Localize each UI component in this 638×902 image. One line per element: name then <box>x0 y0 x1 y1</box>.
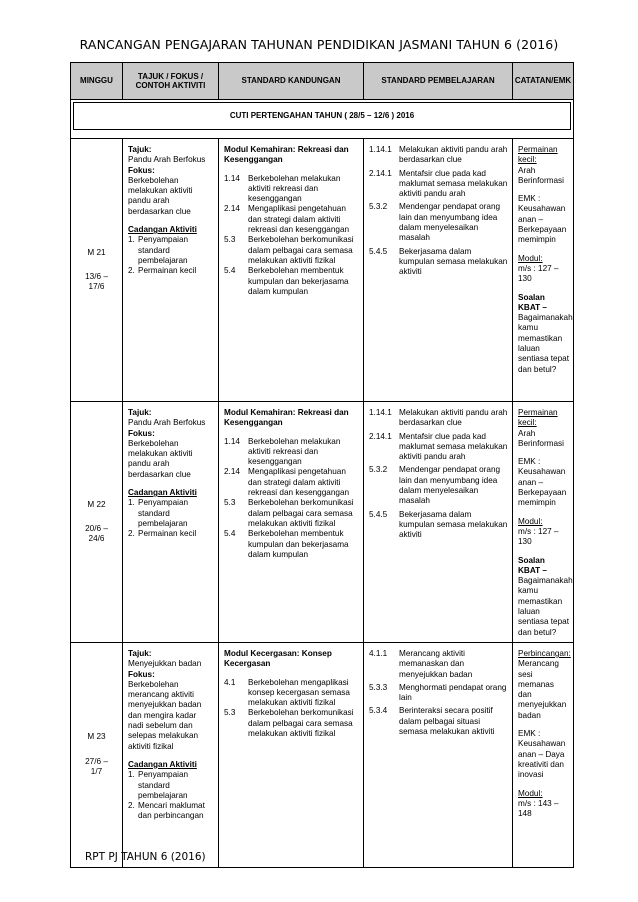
cadangan-item: 1. Penyampaian standard pembelajaran <box>128 770 189 800</box>
cadangan-list <box>128 498 214 539</box>
emk-text: Keusahawan anan – Berkepayaan memimpin <box>518 467 567 508</box>
catatan-label: Permainan kecil: <box>518 145 558 165</box>
sp-item: 5.3.2 Mendengar pendapat orang lain dan menyumbang idea dalam menyelesaikan masalah <box>369 202 501 243</box>
sp-item: 2.14.1 Mentafsir clue pada kad maklumat semasa melakukan aktiviti pandu arah <box>369 168 508 199</box>
catatan-text: Arah Berinformasi <box>518 428 564 448</box>
fokus-label: Fokus: <box>128 165 155 175</box>
emk-text: Keusahawan anan – Daya kreativiti dan inovasi <box>518 739 566 780</box>
sk-item: 2.14 Mengaplikasi pengetahuan dan strategi dalam aktiviti rekreasi dan kesenggangan <box>224 467 350 498</box>
week-dates: 20/6 – 24/6 <box>85 523 108 544</box>
sk-cell <box>219 642 364 867</box>
modul-label: Modul: <box>518 788 543 798</box>
sp-item: 1.14.1 Melakukan aktiviti pandu arah berdasarkan clue <box>369 408 508 428</box>
tajuk-label: Tajuk: <box>128 648 152 658</box>
modul-text: m/s : 127 – 130 <box>518 526 559 547</box>
sk-item: 1.14 Berkebolehan melakukan aktiviti rekreasi dan kesenggangan <box>224 436 341 467</box>
catatan-text: Merancang sesi memanas dan menyejukkan badan <box>518 659 567 720</box>
tajuk-text: Menyejukkan badan <box>128 659 202 669</box>
emk-label: EMK : <box>518 729 541 739</box>
header-standard-pembelajaran: STANDARD PEMBELAJARAN <box>364 63 513 100</box>
header-row <box>71 63 574 100</box>
sp-item: 5.3.3 Menghormati pendapat orang lain <box>369 682 507 703</box>
emk-label: EMK : <box>518 194 541 204</box>
sp-item: 5.4.5 Bekerjasama dalam kumpulan semasa melakukan aktiviti <box>369 509 508 540</box>
week-cell <box>71 139 123 402</box>
modul-text: m/s : 127 – 130 <box>518 263 559 284</box>
rpt-table <box>70 62 574 868</box>
week-dates: 13/6 – 17/6 <box>85 271 108 292</box>
week-number: M 23 <box>87 732 106 742</box>
sp-item: 4.1.1 Merancang aktiviti memanaskan dan menyejukkan badan <box>369 648 473 679</box>
cadangan-label: Cadangan Aktiviti <box>128 488 197 498</box>
cadangan-list <box>128 235 214 276</box>
tajuk-label: Tajuk: <box>128 408 152 417</box>
week-row <box>71 139 574 402</box>
modul-label: Modul: <box>518 516 543 526</box>
tajuk-label: Tajuk: <box>128 145 152 154</box>
header-tajuk: TAJUK / FOKUS / CONTOH AKTIVITI <box>123 63 219 100</box>
cadangan-item: 2. Mencari maklumat dan perbincangan <box>128 801 205 821</box>
sk-item: 4.1 Berkebolehan mengaplikasi konsep kecergasan semasa melakukan aktiviti fizikal <box>224 677 350 708</box>
sp-item: 5.4.5 Bekerjasama dalam kumpulan semasa melakukan aktiviti <box>369 246 508 277</box>
fokus-label: Fokus: <box>128 428 155 438</box>
sk-item: 5.4 Berkebolehan membentuk kumpulan dan bekerjasama dalam kumpulan <box>224 529 349 559</box>
week-cell <box>71 642 123 867</box>
cadangan-item: 2. Permainan kecil <box>128 266 197 276</box>
fokus-text: Berkebolehan melakukan aktiviti pandu arah berdasarkan clue <box>128 438 193 479</box>
week-number: M 21 <box>87 247 106 257</box>
week-dates: 27/6 – 1/7 <box>85 756 108 777</box>
sk-item: 5.3 Berkebolehan berkomunikasi dalam pelbagai cara semasa melakukan aktiviti fizikal <box>224 235 354 265</box>
cadangan-label: Cadangan Aktiviti <box>128 759 197 769</box>
week-number: M 22 <box>87 499 106 509</box>
header-standard-kandungan: STANDARD KANDUNGAN <box>219 63 364 100</box>
sk-title: Modul Kemahiran: Rekreasi dan Kesenggangan <box>224 145 349 165</box>
catatan-label: Perbincangan: <box>518 648 571 658</box>
emk-label: EMK : <box>518 457 541 467</box>
header-minggu: MINGGU <box>71 63 123 100</box>
sk-item: 5.4 Berkebolehan membentuk kumpulan dan bekerjasama dalam kumpulan <box>224 266 349 296</box>
week-row <box>71 402 574 643</box>
cadangan-item: 1. Penyampaian standard pembelajaran <box>128 498 189 528</box>
catatan-label: Permainan kecil: <box>518 408 558 428</box>
week-cell <box>71 402 123 643</box>
sk-cell <box>219 139 364 402</box>
cadangan-label: Cadangan Aktiviti <box>128 225 197 235</box>
fokus-label: Fokus: <box>128 669 155 679</box>
week-row <box>71 642 574 867</box>
cadangan-item: 2. Permainan kecil <box>128 529 197 539</box>
catatan-cell <box>513 139 574 402</box>
fokus-text: Berkebolehan merancang aktiviti menyejukkan badan dan mengira kadar nadi sebelum dan selepas melakukan aktiviti fizikal <box>128 679 202 751</box>
cuti-banner: CUTI PERTENGAHAN TAHUN ( 28/5 – 12/6 ) 2016 <box>73 102 571 130</box>
kbat-label: Soalan KBAT – <box>518 555 547 575</box>
sk-item: 5.3 Berkebolehan berkomunikasi dalam pelbagai cara semasa melakukan aktiviti fizikal <box>224 708 354 739</box>
header-catatan: CATATAN/EMK <box>513 63 574 100</box>
emk-text: Keusahawan anan – Berkepayaan memimpin <box>518 204 567 245</box>
cadangan-list <box>128 770 214 821</box>
kbat-label: Soalan KBAT – <box>518 292 547 312</box>
sp-item: 5.3.4 Berinteraksi secara positif dalam pelbagai situasi semasa melakukan aktiviti <box>369 706 495 737</box>
cadangan-item: 1. Penyampaian standard pembelajaran <box>128 235 189 265</box>
kbat-text: Bagaimanakah kamu memastikan laluan sentiasa tepat dan betul? <box>518 313 573 374</box>
tajuk-text: Pandu Arah Berfokus <box>128 155 206 165</box>
sp-cell <box>364 642 513 867</box>
fokus-text: Berkebolehan melakukan aktiviti pandu arah berdasarkan clue <box>128 175 193 216</box>
modul-text: m/s : 143 – 148 <box>518 798 559 819</box>
tajuk-cell <box>123 642 219 867</box>
tajuk-text: Pandu Arah Berfokus <box>128 418 206 428</box>
sp-cell <box>364 139 513 402</box>
catatan-cell <box>513 642 574 867</box>
sp-item: 1.14.1 Melakukan aktiviti pandu arah berdasarkan clue <box>369 145 508 165</box>
sk-item: 2.14 Mengaplikasi pengetahuan dan strategi dalam aktiviti rekreasi dan kesenggangan <box>224 204 350 235</box>
catatan-text: Arah Berinformasi <box>518 165 564 185</box>
cuti-row <box>71 100 574 139</box>
sk-title: Modul Kecergasan: Konsep Kecergasan <box>224 648 332 669</box>
sp-item: 5.3.2 Mendengar pendapat orang lain dan menyumbang idea dalam menyelesaikan masalah <box>369 465 501 506</box>
sk-cell <box>219 402 364 643</box>
sk-title: Modul Kemahiran: Rekreasi dan Kesenggangan <box>224 408 349 428</box>
week-rows <box>71 139 574 868</box>
kbat-text: Bagaimanakah kamu memastikan laluan sentiasa tepat dan betul? <box>518 576 573 637</box>
page-footer: RPT PJ TAHUN 6 (2016) <box>85 851 206 863</box>
tajuk-cell <box>123 402 219 643</box>
sp-item: 2.14.1 Mentafsir clue pada kad maklumat semasa melakukan aktiviti pandu arah <box>369 431 508 462</box>
sk-item: 5.3 Berkebolehan berkomunikasi dalam pelbagai cara semasa melakukan aktiviti fizikal <box>224 498 354 528</box>
tajuk-cell <box>123 139 219 402</box>
sp-cell <box>364 402 513 643</box>
document-title: RANCANGAN PENGAJARAN TAHUNAN PENDIDIKAN JASMANI TAHUN 6 (2016) <box>79 37 559 52</box>
sk-item: 1.14 Berkebolehan melakukan aktiviti rekreasi dan kesenggangan <box>224 173 341 204</box>
catatan-cell <box>513 402 574 643</box>
modul-label: Modul: <box>518 253 543 263</box>
